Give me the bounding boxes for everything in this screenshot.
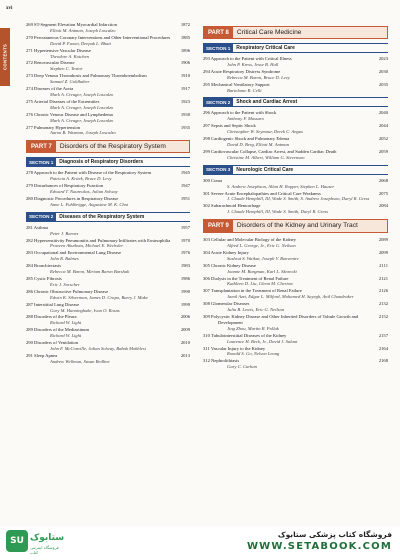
toc-entry[interactable] <box>26 112 190 124</box>
page-ref: 2059 <box>378 148 388 154</box>
chapter-authors: Sushrut S. Waikar, Joseph V. Bonventre <box>227 255 299 261</box>
toc-entry[interactable] <box>26 353 190 365</box>
chapter-title-text: Arterial Diseases of the Extremities <box>33 98 100 104</box>
page-ref: 1917 <box>180 86 190 92</box>
section-header <box>26 157 190 167</box>
chapter-title-text: Cardiogenic Shock and Pulmonary Edema <box>211 136 290 142</box>
chapter-authors: Rebecca M. Baron, Miriam Baron Barshak <box>50 269 130 275</box>
chapter-authors: Anne L. Fuhlbrigge, Augustine M. K. Choi <box>50 201 129 207</box>
page-ref: 1923 <box>180 98 190 104</box>
chapter-title-text: Coma <box>211 177 223 183</box>
chapter-title-text: Occupational and Environmental Lung Disease <box>34 250 122 256</box>
page-ref: 2068 <box>378 177 388 183</box>
chapter-title-text: Vascular Injury to the Kidney <box>210 345 266 351</box>
page-ref: 1976 <box>180 250 190 256</box>
chapter-authors: Mark A. Creager, Joseph Loscalzo <box>50 91 114 97</box>
chapter-number: 312 <box>203 358 210 364</box>
chapter-authors: John R. Balmes <box>50 256 79 262</box>
right-toc-column <box>203 22 388 371</box>
toc-entry[interactable] <box>203 136 388 148</box>
store-url[interactable]: WWW.SETABOOK.COM <box>246 541 392 552</box>
chapter-title-text: Acute Kidney Injury <box>210 249 249 255</box>
page-ref: 1935 <box>180 124 190 130</box>
chapter-authors: David D. Berg, Elliott M. Antman <box>227 141 290 147</box>
toc-entry[interactable] <box>26 22 190 34</box>
page-ref: 2089 <box>378 237 388 243</box>
chapter-authors: Patricia A. Kritek, Bruce D. Levy <box>50 176 112 182</box>
chapter-number: 294 <box>203 68 210 74</box>
chapter-number: 282 <box>26 237 33 243</box>
chapter-title-text: Interstitial Lung Disease <box>34 301 80 307</box>
page-ref: 2126 <box>378 288 388 294</box>
chapter-title-text: Mechanical Ventilatory Support <box>211 81 270 87</box>
chapter-title-text: Approach to the Patient with Critical Illness <box>210 56 292 61</box>
chapter-number: 281 <box>26 224 33 230</box>
section-header <box>203 97 388 107</box>
chapter-authors: Julia B. Lewis, Eric G. Neilson <box>227 307 285 313</box>
page-ref: 2121 <box>378 275 388 281</box>
store-info <box>247 530 392 552</box>
toc-entry[interactable] <box>203 263 388 275</box>
chapter-authors: Andrew Wellman, Susan Redline <box>50 358 110 364</box>
page-ref: 1986 <box>180 276 190 281</box>
chapter-number: 280 <box>26 195 33 201</box>
chapter-number: 286 <box>26 288 33 294</box>
left-toc-column <box>26 22 190 366</box>
chapter-number: 306 <box>203 275 210 281</box>
chapter-authors: Gary C. Curhan <box>227 364 257 370</box>
chapter-authors: David P. Faxon, Deepak L. Bhatt <box>50 40 111 46</box>
logo-text: ستابوک <box>30 533 65 543</box>
toc-entry[interactable] <box>26 48 190 60</box>
chapter-title-text: Pulmonary Hypertension <box>34 124 81 130</box>
section-header <box>203 43 388 53</box>
chapter-authors: Edwin K. Silverman, James D. Crapo, Barry J. Make <box>50 294 148 300</box>
page-ref: 2035 <box>378 81 388 87</box>
toc-entry[interactable] <box>26 60 190 72</box>
chapter-number: 285 <box>26 276 33 281</box>
chapter-number: 296 <box>203 110 210 116</box>
page-ref: 2111 <box>379 262 388 268</box>
chapter-authors: John F. McConville, Julian Solway, Babak Mokhlesi <box>50 345 146 351</box>
section-header <box>26 212 190 222</box>
chapter-authors: Theodore A. Kotchen <box>50 53 89 59</box>
chapter-title-text: Cardiovascular Collapse, Cardiac Arrest, and Sudden Cardiac Death <box>211 148 337 154</box>
section-label: SECTION 1 <box>26 158 56 166</box>
chapter-number: 304 <box>203 249 210 255</box>
section-label: SECTION 2 <box>203 98 233 106</box>
chapter-authors: Joanne M. Bargman, Karl L. Skorecki <box>227 268 297 274</box>
chapter-number: 276 <box>26 111 33 117</box>
toc-entry[interactable] <box>203 358 388 370</box>
chapter-number: 300 <box>203 177 210 183</box>
page-ref: 1910 <box>180 73 190 79</box>
toc-entry[interactable] <box>26 170 190 182</box>
page-ref: 2009 <box>180 327 190 333</box>
section-header <box>203 165 388 175</box>
toc-entry[interactable] <box>26 183 190 195</box>
toc-entry[interactable] <box>26 289 190 301</box>
page-number: xvi <box>6 6 13 11</box>
page-ref: 1983 <box>180 263 190 269</box>
chapter-authors: Laurence H. Beck, Jr., David J. Salant <box>227 338 298 344</box>
chapter-number: 305 <box>203 262 210 268</box>
section-title: Diseases of the Respiratory System <box>59 213 145 220</box>
chapter-authors: Eric J. Sorscher <box>50 281 80 287</box>
page-ref: 1906 <box>180 60 190 66</box>
toc-entry[interactable] <box>26 225 190 237</box>
toc-entry[interactable] <box>26 340 190 352</box>
chapter-number: 278 <box>26 170 33 176</box>
page-ref: 2084 <box>378 203 388 209</box>
chapter-authors: Samuel Z. Goldhaber <box>50 79 90 85</box>
toc-entry[interactable] <box>26 314 190 326</box>
chapter-authors: Aaron B. Waxman, Joseph Loscalzo <box>50 130 116 136</box>
chapter-authors: Gary M. Hunninghake, Ivan O. Rosas <box>50 307 120 313</box>
chapter-number: 311 <box>203 345 210 351</box>
toc-entry[interactable] <box>26 86 190 98</box>
chapter-authors: Bartolome R. Celli <box>227 87 262 93</box>
toc-entry[interactable] <box>203 178 388 190</box>
toc-entry[interactable] <box>203 69 388 81</box>
part-title: Disorders of the Kidney and Urinary Tract <box>236 222 358 230</box>
chapter-title-text: Bronchiectasis <box>34 263 62 269</box>
toc-entry[interactable] <box>203 191 388 203</box>
chapter-authors: Richard W. Light <box>50 320 82 326</box>
chapter-number: 298 <box>203 136 210 142</box>
chapter-title-text: Acute Respiratory Distress Syndrome <box>210 68 281 74</box>
chapter-number: 271 <box>26 47 33 53</box>
chapter-authors: Peter J. Barnes <box>50 230 79 236</box>
page-ref: 1945 <box>180 170 190 176</box>
page-ref: 2132 <box>378 301 388 307</box>
page-ref: 2006 <box>180 314 190 320</box>
chapter-authors: Mark A. Creager, Joseph Loscalzo <box>50 104 114 110</box>
chapter-number: 291 <box>26 352 33 358</box>
chapter-title-text: Transplantation in the Treatment of Renal Failure <box>210 288 302 294</box>
toc-entry[interactable] <box>203 56 388 68</box>
page-ref: 2040 <box>378 110 388 116</box>
chapter-authors: J. Claude Hemphill, III, Wade S. Smith, Daryl R. Gress <box>227 209 329 215</box>
chapter-number: 269 <box>26 22 33 27</box>
chapter-title-text: Percutaneous Coronary Interventions and Other Interventional Procedures <box>34 34 171 40</box>
toc-entry[interactable] <box>26 327 190 339</box>
toc-entry[interactable] <box>203 301 388 313</box>
page-ref: 2013 <box>180 352 190 358</box>
chapter-title-text: Sepsis and Septic Shock <box>211 123 256 129</box>
section-label: SECTION 3 <box>203 166 233 174</box>
toc-entry[interactable] <box>26 125 190 137</box>
page-ref: 2052 <box>378 136 388 142</box>
toc-entry[interactable] <box>203 333 388 345</box>
part-label: PART 8 <box>204 27 233 38</box>
chapter-number: 289 <box>26 327 33 333</box>
page-ref: 2030 <box>378 68 388 74</box>
toc-entry[interactable] <box>26 99 190 111</box>
chapter-number: 279 <box>26 183 33 189</box>
chapter-number: 310 <box>203 332 210 338</box>
chapter-number: 307 <box>203 288 210 294</box>
chapter-authors: S. Andrew Josephson, Allan H. Ropper, Stephen L. Hauser <box>227 183 335 189</box>
chapter-title-text: Tubulointerstitial Diseases of the Kidney <box>210 332 287 338</box>
chapter-number: 284 <box>26 263 33 269</box>
chapter-title-text: Asthma <box>33 224 49 230</box>
chapter-number: 302 <box>203 203 210 209</box>
chapter-number: 277 <box>26 124 33 130</box>
toc-entry[interactable] <box>203 82 388 94</box>
chapter-number: 301 <box>203 190 210 196</box>
chapter-title-text: Subarachnoid Hemorrhage <box>211 203 261 209</box>
page-ref: 2157 <box>378 332 388 338</box>
toc-entry[interactable] <box>26 196 190 208</box>
chapter-title-text: Sleep Apnea <box>34 352 58 358</box>
chapter-number: 297 <box>203 123 210 129</box>
toc-entry[interactable] <box>26 302 190 314</box>
chapter-authors: Jamil Azzi, Edgar L. Milford, Mohamed H. Sayegh, Anil Chandraker <box>227 294 354 300</box>
chapter-authors: Mark A. Creager, Joseph Loscalzo <box>50 117 114 123</box>
page-ref: 1930 <box>180 111 190 117</box>
toc-entry[interactable] <box>203 110 388 122</box>
chapter-authors: Christine M. Albert, William G. Stevenson <box>227 154 305 160</box>
chapter-authors: Alfred L. George, Jr., Eric G. Neilson <box>227 243 296 249</box>
chapter-number: 274 <box>26 86 33 92</box>
page-ref: 1872 <box>180 22 190 27</box>
chapter-authors: J. Claude Hemphill, III, Wade S. Smith, S. Andrew Josephson, Daryl R. Gress <box>227 196 370 202</box>
page-ref: 2044 <box>378 123 388 129</box>
part-title: Disorders of the Respiratory System <box>59 143 166 151</box>
toc-entry[interactable] <box>26 35 190 47</box>
chapter-title-text: Severe Acute Encephalopathies and Critical Care Weakness <box>211 190 321 196</box>
chapter-title-text: Disorders of Ventilation <box>34 340 79 346</box>
chapter-number: 270 <box>26 34 33 40</box>
page-ref: 1947 <box>180 183 190 189</box>
chapter-authors: Christopher W. Seymour, Derek C. Angus <box>227 129 303 135</box>
chapter-number: 287 <box>26 301 33 307</box>
footer-banner <box>0 526 400 560</box>
part-header <box>26 140 190 153</box>
page-ref: 1896 <box>180 47 190 53</box>
chapter-title-text: Nephrolithiasis <box>211 358 240 364</box>
section-title: Respiratory Critical Care <box>236 45 295 51</box>
chapter-title-text: Glomerular Diseases <box>211 301 250 307</box>
section-title: Diagnosis of Respiratory Disorders <box>59 159 144 166</box>
toc-entry[interactable] <box>26 276 190 288</box>
chapter-title-text: Chronic Venous Disease and Lymphedema <box>34 111 113 117</box>
chapter-title-text: Cystic Fibrosis <box>34 276 62 281</box>
logo-mark: SU <box>6 530 28 552</box>
chapter-title-text: Disorders of the Pleura <box>34 314 77 320</box>
chapter-number: 299 <box>203 148 210 154</box>
chapter-title <box>26 35 190 41</box>
part-header <box>203 26 388 39</box>
page-ref: 1999 <box>180 301 190 307</box>
store-name: فروشگاه کتاب پزشکی ستابوک <box>277 530 392 539</box>
chapter-authors: Jing Zhou, Martin R. Pollak <box>227 325 279 331</box>
chapter-number: 283 <box>26 250 33 256</box>
chapter-title-text: Diseases of the Aorta <box>34 86 74 92</box>
chapter-authors: Richard W. Light <box>50 333 82 339</box>
toc-entry[interactable] <box>203 250 388 262</box>
page-ref: 2010 <box>180 340 190 346</box>
chapter-title-text: Approach to the Patient with Disease of the Respiratory System <box>33 170 152 176</box>
chapter-title-text: Diagnostic Procedures in Respiratory Disease <box>34 195 119 201</box>
chapter-title-text: Approach to the Patient with Shock <box>210 110 277 116</box>
page-ref: 2164 <box>378 345 388 351</box>
setabook-logo <box>6 530 65 556</box>
toc-entry[interactable] <box>203 346 388 358</box>
chapter-authors: Anthony F. Massaro <box>227 116 264 122</box>
toc-entry[interactable] <box>26 238 190 250</box>
page-ref: 1885 <box>180 34 190 40</box>
toc-entry[interactable] <box>203 314 388 332</box>
chapter-number: 272 <box>26 60 33 66</box>
page-ref: 2023 <box>378 56 388 61</box>
chapter-number: 308 <box>203 301 210 307</box>
logo-subtitle: فروشگاه اینترنتی کتاب <box>30 545 59 555</box>
toc-entry[interactable] <box>203 288 388 300</box>
chapter-authors: Edward T. Naureckas, Julian Solway <box>50 189 118 195</box>
chapter-number: 293 <box>203 56 210 61</box>
toc-entry[interactable] <box>26 250 190 262</box>
chapter-title-text: Hypertensive Vascular Disease <box>34 47 91 53</box>
chapter-title-text: Chronic Kidney Disease <box>211 262 256 268</box>
chapter-authors: Rebecca M. Baron, Bruce D. Levy <box>227 74 290 80</box>
chapter-number: 290 <box>26 340 33 346</box>
toc-entry[interactable] <box>203 203 388 215</box>
chapter-authors: Elliott M. Antman, Joseph Loscalzo <box>50 27 116 33</box>
chapter-authors: Ronald S. Go, Nelson Leung <box>227 351 280 357</box>
section-title: Neurologic Critical Care <box>236 166 294 173</box>
page-ref: 1951 <box>180 195 190 201</box>
chapter-number: 309 <box>203 314 210 319</box>
toc-entry[interactable] <box>26 263 190 275</box>
page-ref: 2152 <box>378 314 388 319</box>
chapter-title-text: ST-Segment Elevation Myocardial Infarction <box>34 22 117 27</box>
page-ref: 1990 <box>180 288 190 294</box>
chapter-title-text: Disturbances of Respiratory Function <box>34 183 104 189</box>
chapter-authors: John P. Kress, Jesse B. Hall <box>227 61 279 67</box>
chapter-title-text: Deep Venous Thrombosis and Pulmonary Thromboembolism <box>34 73 147 79</box>
page-ref: 1970 <box>180 237 190 243</box>
chapter-title-text: Dialysis in the Treatment of Renal Failure <box>211 275 289 281</box>
part-header <box>203 219 388 233</box>
section-label: SECTION 1 <box>203 44 233 52</box>
page-ref: 2099 <box>378 249 388 255</box>
chapter-number: 295 <box>203 81 210 87</box>
chapter-authors: Stephen C. Textor <box>50 66 83 72</box>
toc-entry[interactable] <box>203 123 388 135</box>
chapter-number: 275 <box>26 98 33 104</box>
toc-entry[interactable] <box>203 237 388 249</box>
page-ref: 2168 <box>378 358 388 364</box>
chapter-title-text: Hypersensitivity Pneumonitis and Pulmonary Infiltrates with Eosinophilia <box>34 237 171 243</box>
chapter-number: 288 <box>26 314 33 320</box>
toc-entry[interactable] <box>26 73 190 85</box>
chapter-number: 273 <box>26 73 33 79</box>
chapter-authors: Praveen Akuthota, Michael E. Wechsler <box>50 243 124 249</box>
chapter-title-text: Renovascular Disease <box>34 60 75 66</box>
contents-side-tab: CONTENTS <box>0 28 10 86</box>
part-title: Critical Care Medicine <box>236 29 302 36</box>
toc-entry[interactable] <box>203 149 388 161</box>
chapter-number: 303 <box>203 237 210 243</box>
chapter-title-text: Cellular and Molecular Biology of the Kidney <box>211 237 297 243</box>
chapter-authors: Kathleen D. Liu, Glenn M. Chertow <box>227 281 294 287</box>
chapter-title-text: Chronic Obstructive Pulmonary Disease <box>34 288 109 294</box>
chapter-title-text: Disorders of the Mediastinum <box>34 327 90 333</box>
section-label: SECTION 2 <box>26 213 56 221</box>
toc-entry[interactable] <box>203 276 388 288</box>
section-title: Shock and Cardiac Arrest <box>236 99 298 106</box>
part-label: PART 9 <box>204 220 233 232</box>
part-label: PART 7 <box>27 141 56 152</box>
chapter-title-text: Polycystic Kidney Disease and Other Inherited Disorders of Tubule Growth and Development <box>211 314 359 325</box>
page-ref: 1957 <box>180 224 190 230</box>
chapter-title <box>203 314 388 326</box>
page-ref: 2075 <box>378 190 388 196</box>
